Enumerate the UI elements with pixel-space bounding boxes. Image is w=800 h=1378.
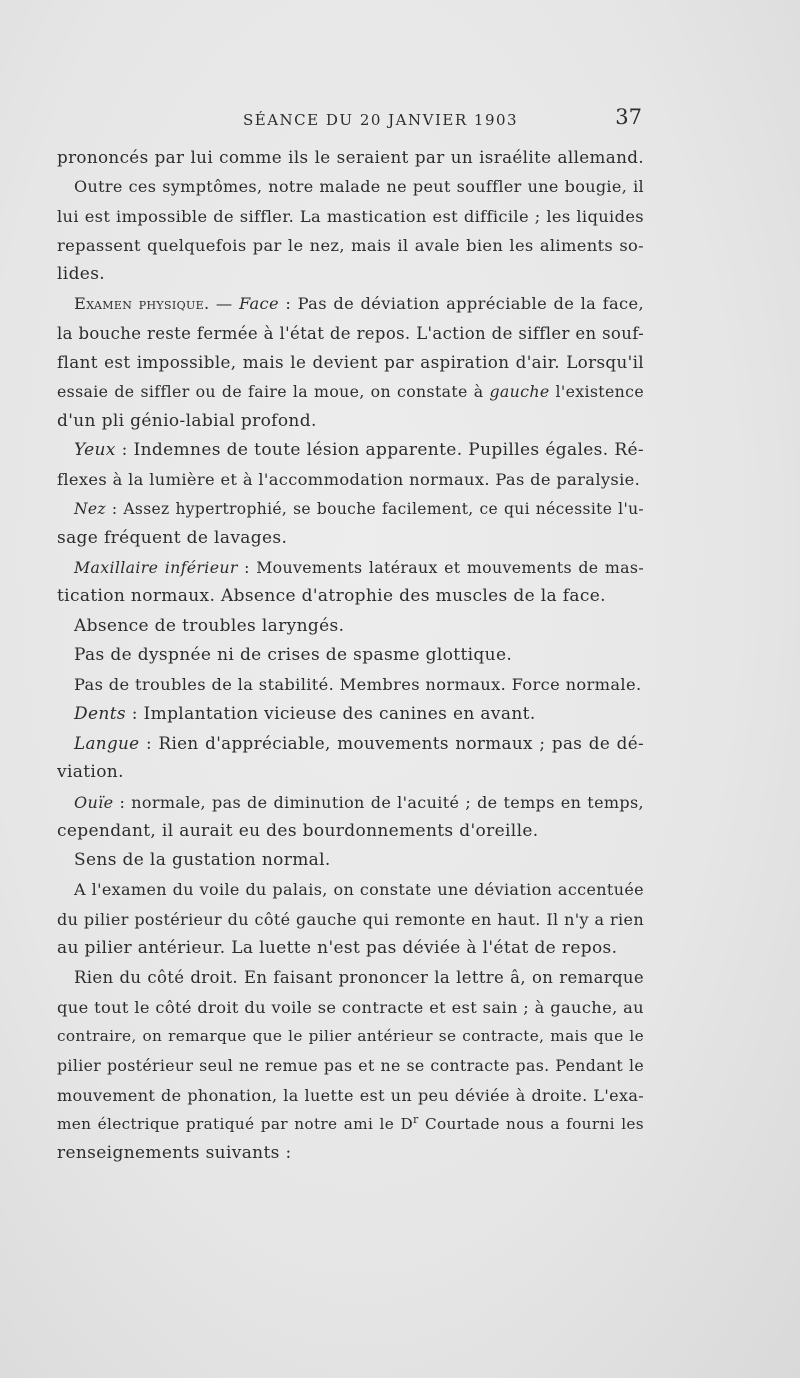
body-text — [57, 143, 644, 1168]
text-line: d'un pli génio-labial profond. — [57, 410, 317, 431]
text-line: essaie de siffler ou de faire la moue, on constate à gauche l'existence — [57, 382, 644, 402]
text-line: Examen physique. — Face : Pas de déviation appréciable de la face, — [74, 294, 644, 314]
text-line: flexes à la lumière et à l'accommodation normaux. Pas de paralysie. — [57, 470, 641, 490]
text-line: prononcés par lui comme ils le seraient par un israélite allemand. — [57, 147, 644, 167]
subheading: Yeux — [74, 439, 116, 460]
text-line: Outre ces symptômes, notre malade ne peut souffler une bougie, il — [74, 177, 644, 197]
text-line: lides. — [57, 264, 106, 285]
text-line: flant est impossible, mais le devient par aspiration d'air. Lorsqu'il — [57, 352, 644, 373]
text-line: repassent quelquefois par le nez, mais il avale bien les aliments so- — [57, 235, 644, 255]
subheading: Face — [238, 294, 279, 314]
text-line: A l'examen du voile du palais, on constate une déviation accentuée — [74, 880, 644, 900]
text-line: contraire, on remarque que le pilier antérieur se contracte, mais que le — [57, 1026, 644, 1045]
text-line: tication normaux. Absence d'atrophie des muscles de la face. — [57, 586, 606, 607]
subheading: Maxillaire inférieur — [74, 558, 238, 578]
text-line: Sens de la gustation normal. — [74, 850, 331, 871]
text-line: Pas de dyspnée ni de crises de spasme glottique. — [74, 645, 513, 666]
text-line: au pilier antérieur. La luette n'est pas déviée à l'état de repos. — [57, 938, 618, 959]
header-title: SÉANCE DU 20 JANVIER 1903 — [243, 111, 519, 129]
text-line: cependant, il aurait eu des bourdonnements d'oreille. — [57, 820, 539, 841]
text-line: du pilier postérieur du côté gauche qui remonte en haut. Il n'y a rien — [57, 909, 644, 929]
text-line: Ouïe : normale, pas de diminution de l'acuité ; de temps en temps, — [74, 792, 644, 812]
text-line: Rien du côté droit. En faisant prononcer la lettre â, on remarque — [74, 968, 644, 988]
text-line: sage fréquent de lavages. — [57, 527, 288, 548]
text-line: viation. — [57, 762, 124, 783]
subheading: Dents — [74, 703, 126, 724]
text-line: Absence de troubles laryngés. — [74, 615, 345, 636]
text-line: Yeux : Indemnes de toute lésion apparente. Pupilles égales. Ré- — [74, 439, 644, 460]
text-line: Nez : Assez hypertrophié, se bouche facilement, ce qui nécessite l'u- — [74, 499, 644, 518]
running-header — [60, 105, 642, 135]
text-line: mouvement de phonation, la luette est un peu déviée à droite. L'exa- — [57, 1085, 644, 1105]
text-line: renseignements suivants : — [57, 1143, 292, 1164]
page-number: 37 — [615, 105, 642, 129]
section-heading: Examen physique. — [74, 294, 210, 314]
text-line: que tout le côté droit du voile se contracte et est sain ; à gauche, au — [57, 997, 644, 1017]
text-line: men électrique pratiqué par notre ami le $D^r$ Courtade nous a fourni les — [57, 1112, 644, 1133]
subheading: Langue — [74, 732, 140, 753]
text-line: Maxillaire inférieur : Mouvements latéraux et mouvements de mas- — [74, 558, 644, 578]
subheading: Ouïe — [74, 792, 114, 812]
subheading: Nez — [74, 499, 106, 518]
text-line: Dents : Implantation vicieuse des canines en avant. — [74, 703, 536, 724]
text-line: Pas de troubles de la stabilité. Membres normaux. Force normale. — [74, 675, 642, 695]
text-line: pilier postérieur seul ne remue pas et ne se contracte pas. Pendant le — [57, 1056, 644, 1076]
text-line: Langue : Rien d'appréciable, mouvements normaux ; pas de dé- — [74, 732, 644, 753]
text-line: lui est impossible de siffler. La mastication est difficile ; les liquides — [57, 206, 644, 226]
text-line: la bouche reste fermée à l'état de repos. L'action de siffler en souf- — [57, 323, 644, 343]
